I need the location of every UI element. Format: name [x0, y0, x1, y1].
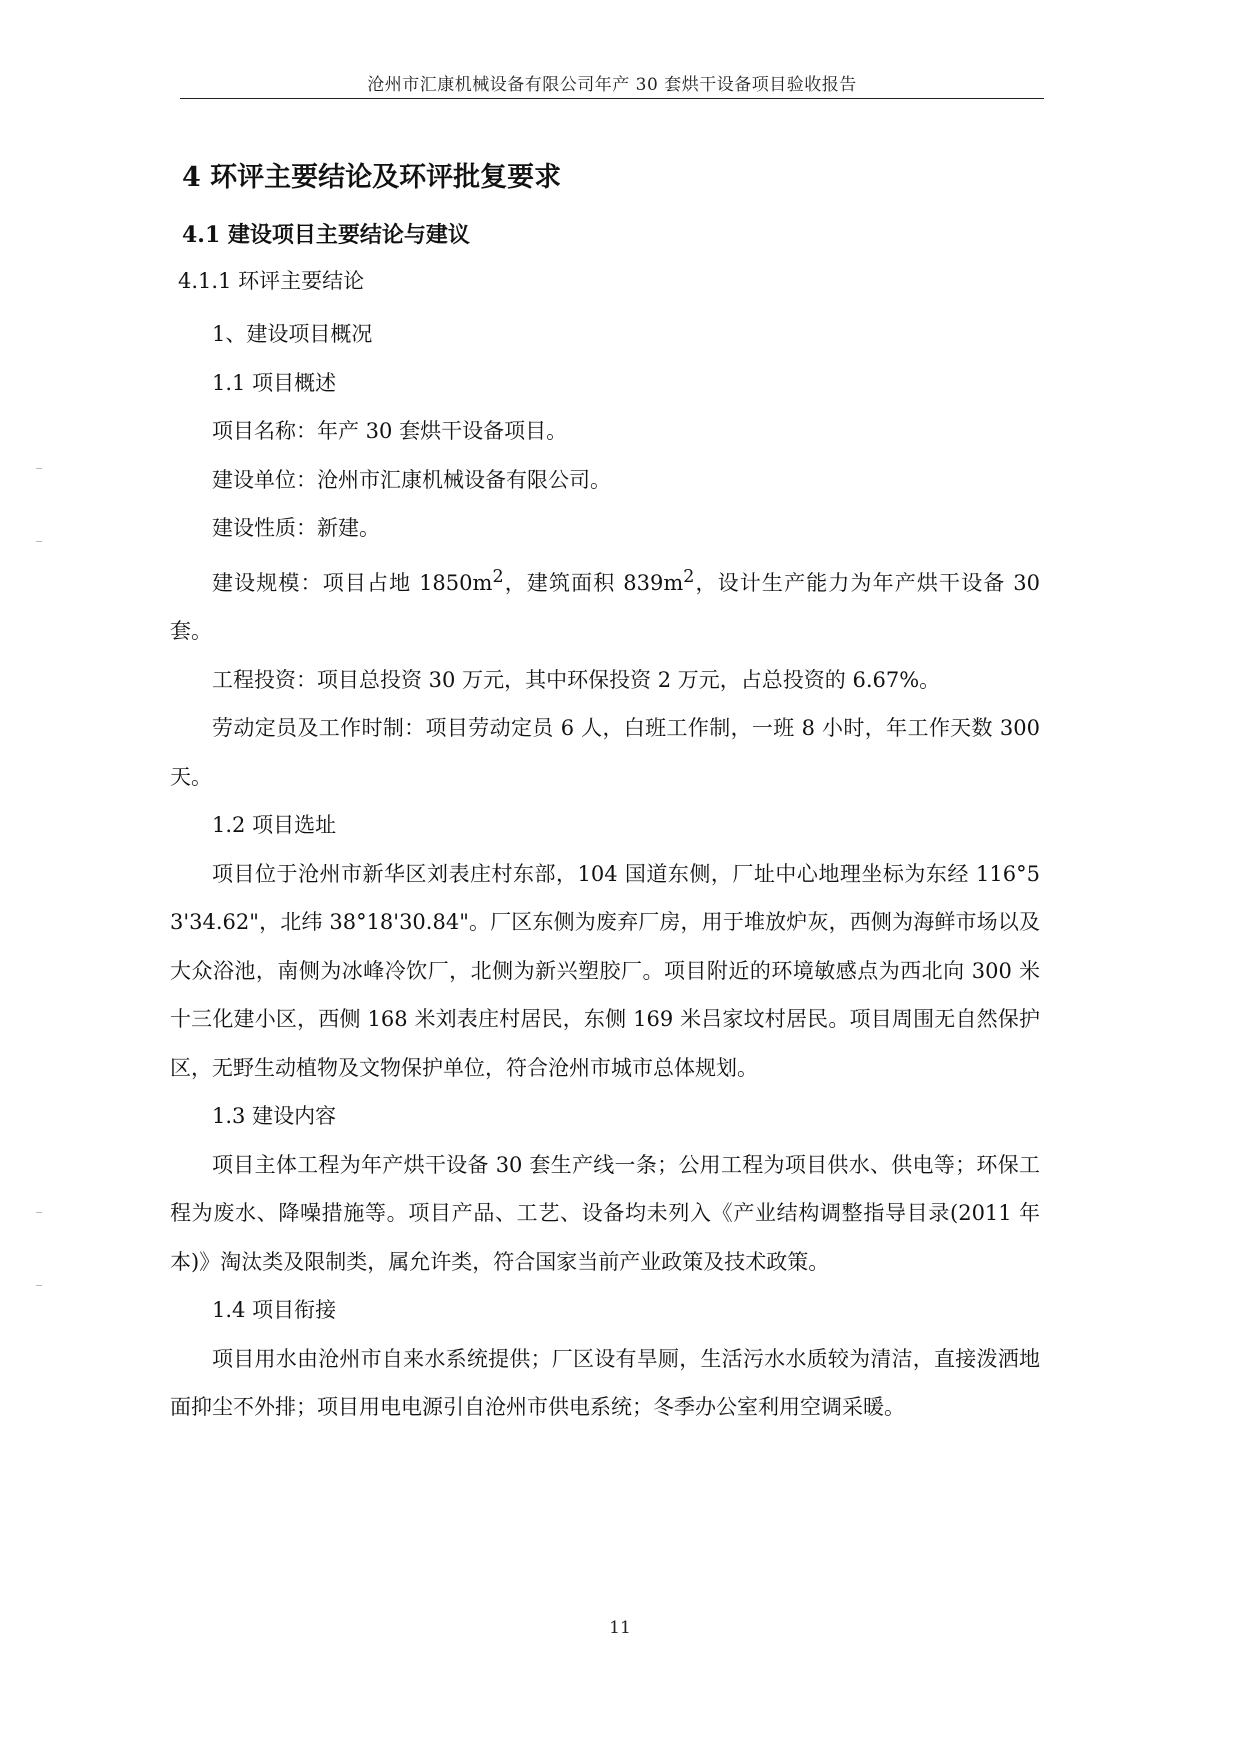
scale-text-suffix: ，设计生产能力为年产烘干设备 30 套。: [170, 570, 1041, 643]
scale-paragraph: [170, 553, 1040, 656]
page-number: 11: [609, 1618, 631, 1638]
content-paragraph: 项目主体工程为年产烘干设备 30 套生产线一条；公用工程为项目供水、供电等；环保工程为废水、降噪措施等。项目产品、工艺、设备均未列入《产业结构调整指导目录(2011 年本)》淘汰类及限制类，属允许类，符合国家当前产业政策及技术政策。: [170, 1152, 1040, 1274]
project-name-line: 项目名称：年产 30 套烘干设备项目。: [212, 419, 568, 443]
superscript-2: 2: [683, 566, 695, 587]
item-heading-site-selection: 1.2 项目选址: [212, 813, 337, 837]
scan-mark: [36, 541, 42, 542]
subsection-heading: 4.1.1 环评主要结论: [178, 269, 365, 293]
investment-paragraph: 工程投资：项目总投资 30 万元，其中环保投资 2 万元，占总投资的 6.67%。: [212, 667, 941, 692]
nature-line: 建设性质：新建。: [212, 516, 380, 540]
scan-mark: [36, 1212, 42, 1213]
chapter-heading: 4 环评主要结论及环评批复要求: [182, 162, 562, 193]
document-body: [170, 160, 1040, 1432]
item-heading-project-connection: 1.4 项目衔接: [212, 1298, 337, 1322]
location-paragraph: 项目位于沧州市新华区刘表庄村东部，104 国道东侧，厂址中心地理坐标为东经 116°53'34.62"，北纬 38°18'30.84"。厂区东侧为废弃厂房，用于堆放炉灰，西侧为海鲜市场以及大众浴池，南侧为冰峰冷饮厂，北侧为新兴塑胶厂。项目附近的环境敏感点为西北向 300 米十三化建小区，西侧 168 米刘表庄村居民，东侧 169 米吕家坟村居民。项目周围无自然保护区，无野生动植物及文物保护单位，符合沧州市城市总体规划。: [170, 861, 1040, 1080]
header-rule: [180, 98, 1044, 99]
superscript-2: 2: [492, 566, 504, 587]
connection-paragraph: 项目用水由沧州市自来水系统提供；厂区设有旱厕，生活污水水质较为清洁，直接泼洒地面抑尘不外排；项目用电电源引自沧州市供电系统；冬季办公室利用空调采暖。: [170, 1346, 1040, 1419]
scan-mark: [36, 468, 42, 469]
section-heading: 4.1 建设项目主要结论与建议: [182, 222, 470, 248]
scale-text-mid: ，建筑面积 839m: [503, 570, 684, 595]
item-heading-construction-content: 1.3 建设内容: [212, 1104, 337, 1128]
page-header: 沧州市汇康机械设备有限公司年产 30 套烘干设备项目验收报告: [367, 75, 857, 95]
labor-paragraph: 劳动定员及工作时制：项目劳动定员 6 人，白班工作制，一班 8 小时，年工作天数 300 天。: [170, 716, 1040, 789]
item-heading-project-overview: 1、建设项目概况: [212, 322, 373, 346]
item-heading-project-summary: 1.1 项目概述: [212, 370, 337, 395]
scale-text-prefix: 建设规模：项目占地 1850m: [212, 570, 493, 595]
builder-line: 建设单位：沧州市汇康机械设备有限公司。: [212, 467, 611, 492]
scan-mark: [36, 1285, 42, 1286]
